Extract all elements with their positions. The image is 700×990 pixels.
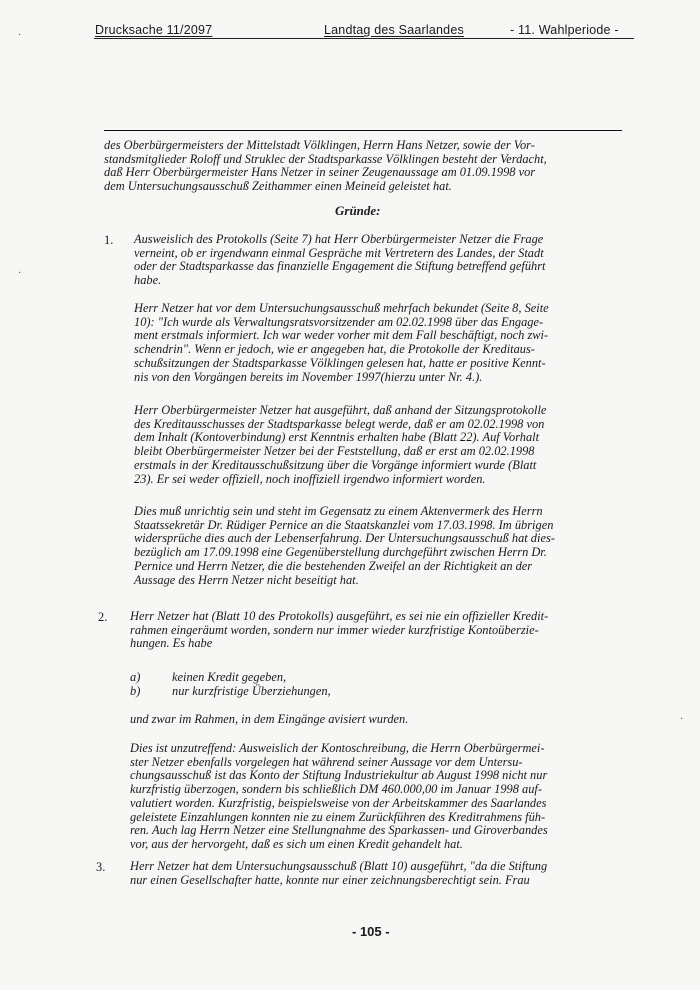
intro-paragraph [104, 139, 547, 194]
text-line: Pernice und Herrn Netzer, die die bestehenden Zweifel an der Richtigkeit an der [134, 558, 533, 573]
item-2-paragraph-3 [130, 742, 548, 852]
item-number: 1. [104, 233, 114, 247]
text-line: Aussage des Herrn Netzer nicht beseitigt hat. [134, 572, 359, 587]
text-line: Herr Netzer hat vor dem Untersuchungsausschuß mehrfach bekundet (Seite 8, Seite [134, 301, 549, 315]
text-line: des Oberbürgermeisters der Mittelstadt Völklingen, Herrn Hans Netzer, sowie der Vor- [104, 138, 535, 152]
text-line: vor, aus der hervorgeht, daß es sich um einen Kredit gehandelt hat. [130, 836, 463, 851]
text-line: nis von den Vorgängen bereits im November 1997(hierzu unter Nr. 4.). [134, 369, 483, 384]
text-line: daß Herr Oberbürgermeister Hans Netzer in seiner Zeugenaussage am 01.09.1998 vor [104, 165, 536, 180]
scan-mark: · [18, 30, 22, 41]
text-line: Dies ist unzutreffend: Ausweislich der Kontoschreibung, die Herrn Oberbürgermei- [130, 741, 545, 755]
text-line: 10): "Ich wurde als Verwaltungsratsvorsitzender am 02.02.1998 über das Engage- [134, 314, 544, 329]
item-2-sublist-a [130, 671, 140, 685]
item-2-sublist-b [130, 685, 140, 699]
item-2-paragraph-1 [130, 610, 548, 651]
header-parliament: Landtag des Saarlandes [324, 23, 464, 37]
text-line: ren. Auch lag Herrn Netzer eine Stellungnahme des Sparkassen- und Giroverbandes [130, 823, 548, 838]
item-2-paragraph-2 [130, 713, 408, 727]
text-line: Herr Netzer hat dem Untersuchungsausschuß (Blatt 10) ausgeführt, "da die Stiftung [130, 859, 548, 873]
scan-mark: · [18, 268, 22, 279]
sublist-label: b) [130, 684, 141, 698]
text-line: Ausweislich des Protokolls (Seite 7) hat Herr Oberbürgermeister Netzer die Frage [134, 232, 544, 246]
item-number: 3. [96, 860, 106, 874]
text-line: geleistete Einzahlungen konnten nie zu einem Zurückführen des Kreditrahmens füh- [130, 809, 546, 824]
text-line: habe. [134, 273, 162, 288]
text-line: chungsausschuß ist das Konto der Stiftung Industriekultur ab August 1998 nicht nur [130, 768, 548, 783]
text-line: Staatssekretär Dr. Rüdiger Pernice an die Staatskanzlei vom 17.03.1998. Im übrigen [134, 517, 554, 532]
text-line: oder der Stadtsparkasse das finanzielle Engagement die Stiftung betreffend geführt [134, 259, 546, 274]
item-2-sublist-b-text [172, 685, 331, 699]
text-line: bezüglich am 17.09.1998 eine Gegenüberstellung durchgeführt zwischen Herrn Dr. [134, 545, 547, 560]
text-line: des Kreditausschusses der Stadtsparkasse belegt werde, daß er am 02.02.1998 von [134, 416, 545, 431]
page-number: - 105 - [352, 924, 390, 939]
text-line: 23). Er sei weder offiziell, noch inoffiziell irgendwo informiert worden. [134, 471, 486, 486]
section-rule [104, 130, 622, 131]
text-line: und zwar im Rahmen, in dem Eingänge avisiert wurden. [130, 712, 409, 726]
sublist-text: keinen Kredit gegeben, [172, 670, 287, 684]
text-line: standsmitglieder Roloff und Struklec der Stadtsparkasse Völklingen besteht der Verdacht, [104, 151, 547, 166]
item-number: 2. [98, 610, 108, 624]
text-line: valutiert worden. Kurzfristig, beispielsweise von der Arbeitskammer des Saarlandes [130, 795, 547, 810]
header-legislative-period: - 11. Wahlperiode - [510, 23, 619, 37]
item-1-paragraph-4 [134, 505, 555, 587]
header-document-number: Drucksache 11/2097 [95, 23, 213, 37]
sublist-text: nur kurzfristige Überziehungen, [172, 684, 331, 698]
text-line: rahmen eingeräumt worden, sondern nur immer wieder kurzfristige Kontoüberzie- [130, 622, 539, 637]
text-line: kurzfristig überzogen, sondern bis schließlich DM 460.000,00 im Januar 1998 auf- [130, 782, 542, 797]
item-2-sublist-a-text [172, 671, 286, 685]
text-line: Herr Netzer hat (Blatt 10 des Protokolls) ausgeführt, es sei nie ein offizieller Kredit- [130, 609, 549, 623]
text-line: schußsitzungen der Stadtsparkasse Völklingen gelesen hat, hatte er positive Kennt- [134, 355, 546, 370]
sublist-label: a) [130, 670, 141, 684]
text-line: ster Netzer ebenfalls vorgelegen hat während seiner Aussage vor dem Untersu- [130, 754, 523, 769]
text-line: schendrin". Wenn er jedoch, wie er angegeben hat, die Protokolle der Kreditaus- [134, 342, 535, 357]
header-rule [94, 38, 634, 39]
text-line: ment erstmals informiert. Ich war weder vorher mit dem Fall beschäftigt, noch zwi- [134, 328, 549, 343]
item-1-paragraph-1 [134, 233, 545, 288]
text-line: bleibt Oberbürgermeister Netzer bei der Feststellung, daß er erst am 02.02.1998 [134, 444, 535, 459]
text-line: dem Inhalt (Kontoverbindung) erst Kenntnis erhalten habe (Blatt 22). Auf Vorhalt [134, 430, 540, 445]
text-line: nur einen Gesellschafter hatte, konnte nur einer zeichnungsberechtigt sein. Frau [130, 872, 530, 887]
item-1-paragraph-3 [134, 404, 546, 486]
text-line: erstmals in der Kreditausschußsitzung über die Vorgänge informiert wurde (Blatt [134, 457, 537, 472]
scan-mark: · [680, 714, 684, 725]
text-line: Herr Oberbürgermeister Netzer hat ausgeführt, daß anhand der Sitzungsprotokolle [134, 403, 547, 417]
item-3-paragraph-1 [130, 860, 547, 887]
section-heading: Gründe: [335, 203, 381, 218]
text-line: dem Untersuchungsausschuß Zeithammer einen Meineid geleistet hat. [104, 179, 452, 194]
text-line: verneint, ob er irgendwann einmal Gespräche mit Vertretern des Landes, der Stadt [134, 245, 544, 260]
item-1-paragraph-2 [134, 302, 549, 384]
text-line: widersprüche dies auch der Lebenserfahrung. Der Untersuchungsausschuß hat dies- [134, 531, 555, 546]
text-line: Dies muß unrichtig sein und steht im Gegensatz zu einem Aktenvermerk des Herrn [134, 504, 543, 518]
text-line: hungen. Es habe [130, 636, 213, 651]
